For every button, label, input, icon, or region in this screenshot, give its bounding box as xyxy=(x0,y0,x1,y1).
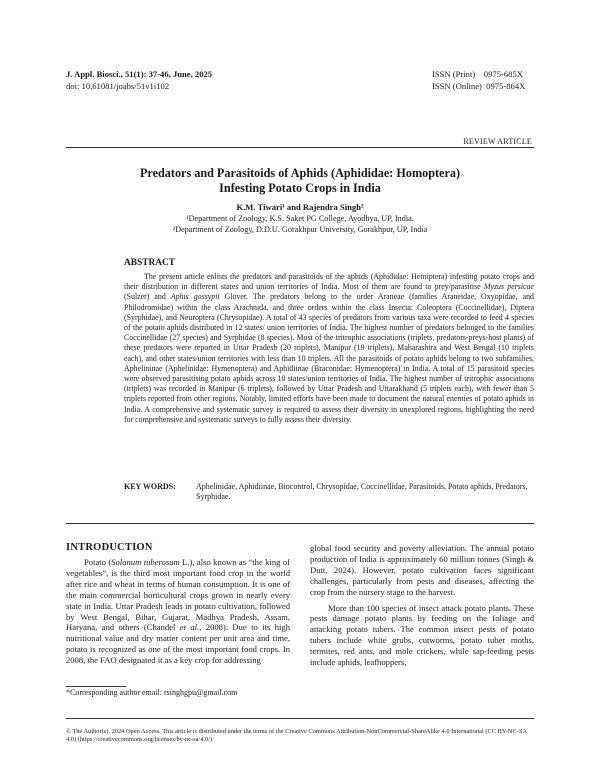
abstract-heading: ABSTRACT xyxy=(124,258,176,268)
article-type: REVIEW ARTICLE xyxy=(463,137,532,146)
corresponding-author[interactable]: *Corresponding author email: rsinghgpu@gmail.com xyxy=(66,688,238,697)
title-line-2: Infesting Potato Crops in India xyxy=(219,181,381,195)
paragraph: global food security and poverty alleviation. The annual potato production of India is approximately 60 million tonnes (Singh & Dutt, 2024). However, potato cultivation faces significant challenges, particularly from pests and diseases, affecting the crop from the nursery stage to the harvest. xyxy=(310,543,534,597)
body-text: Potato ( xyxy=(84,557,112,567)
journal-citation xyxy=(66,69,212,92)
issn-online: ISSN (Online) 0975-864X xyxy=(432,80,526,91)
issn-block xyxy=(432,69,525,92)
et-al: et al. xyxy=(179,622,200,633)
author-block xyxy=(66,202,534,235)
species-name: Solanum tuberosum xyxy=(111,557,180,567)
journal-line: J. Appl. Biosci., 51(1): 37-46, June, 2025 xyxy=(66,69,213,79)
abstract-text: Glover. The predators belong to the order Araneae (families Araneidae, Oxyopidae, and Philodromidae) within the class Arachnida, and three orders within the class Insecta: Coleoptera (Coccinellidae), Diptera (Syrphidae), and Neuroptera (Chrysopidae). A total of 43 species of predators from various taxa were recorded to feed 4 species of the potato aphids distributed in 12 states/ union territories of India. The highest number of predators belonged to the families Coccinellidae (27 species) and Syrphidae (8 species). Most of the tritrophic associations (triplets, predators-preys-host plants) of these predators were reported in Uttar Pradesh (20 triplets), Manipur (19 triplets), Maharashtra and West Bengal (10 triplets each), and other states/union territories with less than 10 triplets. All the parasitoids of potato aphids belong to two subfamilies, Aphelininae (Aphelinidae: Hymenoptera) and Aphidiinae (Braconidae: Hymenoptera) in India. A total of 15 parasitoid species were observed parasitising potato aphids across 10 states/union territories of India. The highest number of tritrophic associations (triplets) was recorded in Manipur (6 triplets), followed by Uttar Pradesh and Uttarakhand (5 triplets each), with fewer than 5 triplets reported from other regions. Notably, limited efforts have been made to document the natural enemies of potato aphids in India. A comprehensive and systematic survey is required to assess their diversity in unexplored regions, highlighting the need for comprehensive and systematic surveys to fully assess their diversity. xyxy=(124,292,534,424)
abstract-text: (Sulzer) and xyxy=(124,292,171,302)
body-text: , 2008). Due to its high nutritional value and dry matter content per unit area and time, potato is recognized as one of the most important food crops. In 2008, the FAO designated it as a key crop for addressing xyxy=(66,622,290,666)
affiliation-1: ¹Department of Zoology, K.S. Saket PG College, Ayodhya, UP, India. xyxy=(186,214,414,223)
header-rule xyxy=(66,147,534,148)
article-title xyxy=(66,166,534,196)
issn-print: ISSN (Print) 0975-685X xyxy=(432,69,523,79)
paragraph xyxy=(66,557,290,666)
doi[interactable]: doi: 10.61081/joabs/51v1i102 xyxy=(66,80,170,91)
introduction-heading: INTRODUCTION xyxy=(66,542,153,553)
keywords-rule xyxy=(66,523,534,524)
species-name: Aphis gossypii xyxy=(170,292,220,302)
abstract-text: The present article enlists the predators and parasitoids of the aphids (Aphididae: Hemiptera) infesting potato crops and their distribution in different states and union territories of India. Most of them are found to prey/parasitise xyxy=(124,272,534,292)
license-footer: © The Author(s). 2024 Open Access. This article is distributed under the terms of the Creative Commons Attribution-NonCommercial-ShareAlike 4.0 International (CC BY-NC-SA 4.0) (https://creativecommons.org/licenses/by-nc-sa/4.0/) xyxy=(66,728,527,744)
keywords-text: Aphelinidae, Aphidiinae, Biocontrol, Chrysopidae, Coccinellidae, Parasitoids, Potato aphids, Predators, Syrphidae. xyxy=(196,482,528,502)
title-line-1: Predators and Parasitoids of Aphids (Aphididae: Homoptera) xyxy=(139,166,461,180)
paragraph: More than 100 species of insect attack potato plants. These pests damage potato plants by feeding on the foliage and attacking potato tubers. The common insect pests of potato tubers include white grubs, cutworms, potato tuber moths, termites, red ants, and mole crickets, while sap-feeding pests include aphids, leafhoppers, xyxy=(310,602,534,668)
footnote-rule xyxy=(66,686,126,687)
body-text: L.), also known as “the king of vegetables”, is the third most important food crop in the world after rice and wheat in terms of human consumption. It is one of the main commercial horticultural crops grown in nearly every state in India. Uttar Pradesh leads in potato cultivation, followed by West Bengal, Bihar, Gujarat, Madhya Pradesh, Assam, Haryana, and others (Chandel xyxy=(66,557,291,633)
footer-rule xyxy=(66,718,534,719)
right-column xyxy=(310,543,534,668)
left-column xyxy=(66,557,290,666)
author-names: K.M. Tiwari¹ and Rajendra Singh² xyxy=(236,202,364,212)
species-name: Myzus persicae xyxy=(483,282,534,292)
keywords-label: KEY WORDS: xyxy=(124,482,176,491)
abstract-body xyxy=(124,272,534,425)
affiliation-2: ²Department of Zoology, D.D.U. Gorakhpur University, Gorakhpur, UP, India xyxy=(172,225,428,234)
